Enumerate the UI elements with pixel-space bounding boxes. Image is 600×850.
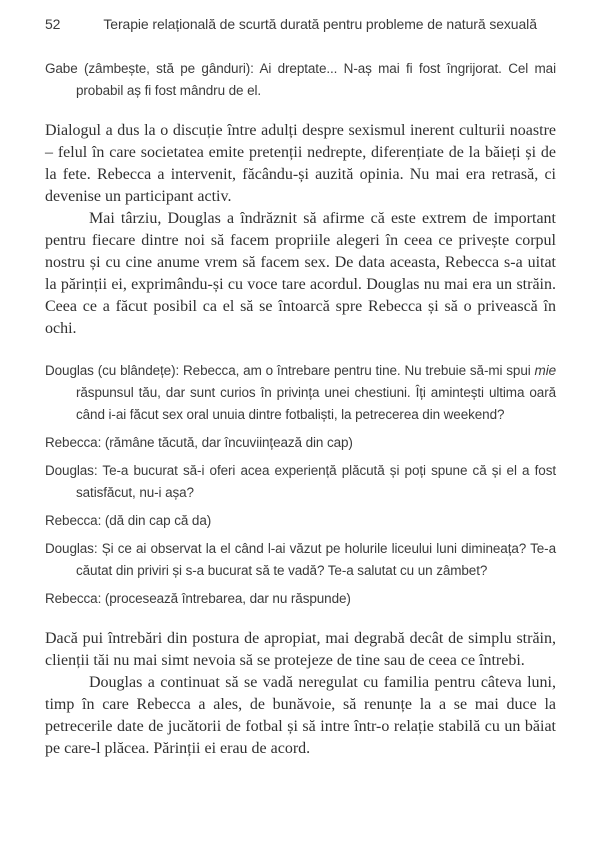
text-run: Dialogul a dus la o discuție între adulți despre sexismul inerent culturii noastre – felul în care societatea emite pretenții nedrepte, diferențiate de la băieți și de la fete. Rebecca a intervenit, făcându-și auzită opinia. Nu mai era retrasă, ci devenise un participant activ. [45, 122, 556, 205]
text-run: Gabe (zâmbește, stă pe gânduri): Ai dreptate... N-aș mai fi fost îngrijorat. Cel mai probabil aș fi fost mândru de el. [45, 61, 556, 98]
running-title: Terapie relațională de scurtă durată pentru probleme de natură sexuală [103, 16, 537, 32]
body-paragraph [45, 208, 556, 340]
page-header [45, 14, 556, 34]
body-paragraph [45, 672, 556, 760]
text-run: Dacă pui întrebări din postura de apropiat, mai degrabă decât de simplu străin, clienții tăi nu mai simt nevoia să se protejeze de tine sau de ceea ce întrebi. [45, 630, 556, 669]
text-run: Douglas a continuat să se vadă neregulat cu familia pentru câteva luni, timp în care Rebecca a ales, de bunăvoie, să renunțe la a se mai duce la petrecerile date de jucătorii de fotbal și să intre într-o relație stabilă cu un băiat pe care-l plăcea. Părinții ei erau de acord. [45, 674, 556, 757]
text-run: Mai târziu, Douglas a îndrăznit să afirme că este extrem de important pentru fiecare dintre noi să facem propriile alegeri în ceea ce privește corpul nostru și cu cine anume vrem să facem sex. De data aceasta, Rebecca s-a uitat la părinții ei, exprimându-și cu voce tare acordul. Douglas nu mai era un străin. Ceea ce a făcut posibil ca el să se întoarcă spre Rebecca și să o privească în ochi. [45, 210, 556, 337]
dialogue-paragraph [45, 58, 556, 102]
body-paragraph [45, 628, 556, 672]
dialogue-paragraph [45, 360, 556, 426]
body-paragraph [45, 120, 556, 208]
text-run: Rebecca: (procesează întrebarea, dar nu răspunde) [45, 591, 351, 606]
dialogue-paragraph [45, 538, 556, 582]
page-number: 52 [45, 16, 61, 32]
text-run: Douglas: Și ce ai observat la el când l-ai văzut pe holurile liceului luni dimineața? Te-a căutat din priviri și s-a bucurat să te vadă? Te-a salutat cu un zâmbet? [45, 541, 556, 578]
dialogue-paragraph [45, 432, 556, 454]
dialogue-paragraph [45, 510, 556, 532]
dialogue-paragraph [45, 460, 556, 504]
italic-text: mie [534, 363, 556, 378]
page-content [45, 58, 556, 760]
text-run: Douglas (cu blândețe): Rebecca, am o întrebare pentru tine. Nu trebuie să-mi spui [45, 363, 535, 378]
text-run: răspunsul tău, dar sunt curios în privința unei chestiuni. Îți amintești ultima oară când i-ai făcut sex oral unuia dintre fotbaliști, la petrecerea din weekend? [76, 385, 556, 422]
dialogue-paragraph [45, 588, 556, 610]
text-run: Douglas: Te-a bucurat să-i oferi acea experiență plăcută și poți spune că și el a fost satisfăcut, nu-i așa? [45, 463, 556, 500]
text-run: Rebecca: (rămâne tăcută, dar încuviințează din cap) [45, 435, 353, 450]
text-run: Rebecca: (dă din cap că da) [45, 513, 212, 528]
